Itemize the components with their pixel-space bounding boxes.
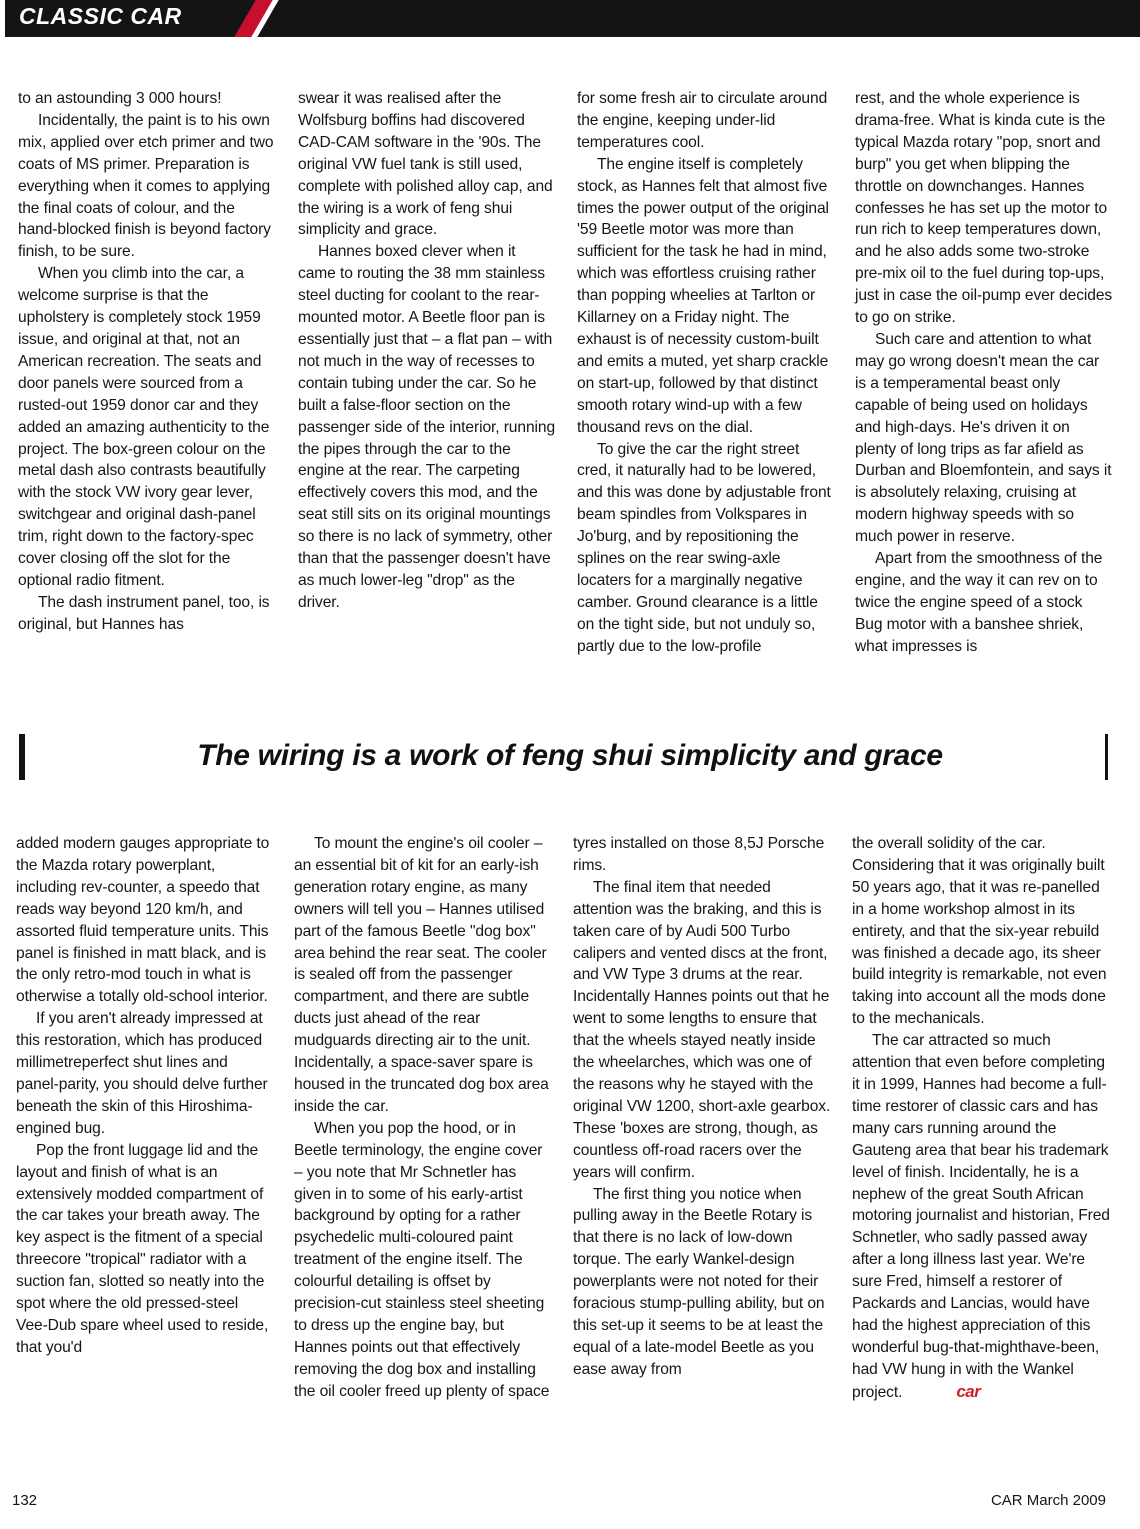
article-column-top-3 [577, 88, 835, 658]
paragraph: If you aren't already impressed at this restoration, which has produced millimetreperfect shut lines and panel-parity, you should delve further beneath the skin of this Hiroshima-engined bug. [16, 1010, 268, 1137]
section-label: CLASSIC CAR [19, 3, 182, 29]
paragraph: To mount the engine's oil cooler – an essential bit of kit for an early-ish generation rotary engine, as many owners will tell you – Hannes utilised part of the famous Beetle "dog box" area behind the rear seat. The cooler is sealed off from the passenger compartment, and there are subtle ducts just ahead of the rear mudguards directing air to the unit. Incidentally, a space-saver spare is housed in the truncated dog box area inside the car. [294, 835, 549, 1115]
paragraph: The car attracted so much attention that even before completing it in 1999, Hannes had become a full-time restorer of classic cars and has many cars running around the Gauteng area that bear his trademark level of finish. Incidentally, he is a nephew of the great South African motoring journalist and historian, Fred Schnetler, who sadly passed away after a long illness last year. We're sure Fred, himself a restorer of Packards and Lancias, would have had the highest appreciation of this wonderful bug-that-mighthave-been, had VW hung in with the Wankel project. car [852, 1032, 1110, 1401]
paragraph: The dash instrument panel, too, is original, but Hannes has [18, 593, 270, 633]
paragraph: the overall solidity of the car. Considering that it was originally built 50 years ago, that it was re-panelled in a home workshop almost in its entirety, and that the six-year rebuild was finished a decade ago, its sheer build integrity is remarkable, not even taking into account all the mods done to the mechanicals. [852, 835, 1107, 1028]
paragraph: The first thing you notice when pulling away in the Beetle Rotary is that there is no lack of low-down torque. The early Wankel-design powerplants were not noted for their foracious stump-pulling ability, but on this set-up it seems to be at least the equal of a late-model Beetle as you ease away from [573, 1185, 825, 1378]
paragraph: for some fresh air to circulate around the engine, keeping under-lid temperatures cool. [577, 90, 828, 151]
pull-quote: The wiring is a work of feng shui simplicity and grace [197, 739, 943, 772]
paragraph: Incidentally, the paint is to his own mix, applied over etch primer and two coats of MS primer. Preparation is everything when it comes to applying the final coats of colour, and the hand-blocked finish is beyond factory finish, to be sure. [18, 111, 274, 261]
paragraph: Hannes boxed clever when it came to routing the 38 mm stainless steel ducting for coolant to the rear-mounted motor. A Beetle floor pan is essentially just that – a flat pan – with not much in the way of recesses to contain tubing under the car. So he built a false-floor section on the passenger side of the interior, running the pipes through the car to the engine at the rear. The carpeting effectively covers this mod, and the seat still sits on its original mountings so there is no lack of symmetry, other than that the passenger doesn't have as much lower-leg "drop" as the driver. [298, 243, 556, 611]
article-column-top-2 [298, 88, 556, 614]
pull-quote-bar-right [1105, 734, 1108, 780]
paragraph: When you pop the hood, or in Beetle terminology, the engine cover – you note that Mr Schnetler has given in to some of his early-artist background by opting for a rather psychedelic multi-coloured paint treatment of the engine itself. The colourful detailing is offset by precision-cut stainless steel sheeting to dress up the engine bay, but Hannes points out that effectively removing the dog box and installing the oil cooler freed up plenty of space [294, 1119, 550, 1400]
section-header-tab [5, 0, 263, 37]
paragraph: To give the car the right street cred, it naturally had to be lowered, and this was done by adjustable front beam spindles from Volkspares in Jo'burg, and by repositioning the splines on the rear swing-axle locaters for a marginally negative camber. Ground clearance is a little on the tight side, but not unduly so, partly due to the low-profile [577, 440, 831, 655]
article-column-bottom-4 [852, 833, 1110, 1404]
paragraph: swear it was realised after the Wolfsburg boffins had discovered CAD-CAM software in the '90s. The original VW fuel tank is still used, complete with polished alloy cap, and the wiring is a work of feng shui simplicity and grace. [298, 90, 553, 239]
paragraph: tyres installed on those 8,5J Porsche rims. [573, 835, 825, 874]
article-column-bottom-3 [573, 833, 831, 1381]
end-mark-logo: car [956, 1381, 981, 1401]
paragraph: When you climb into the car, a welcome surprise is that the upholstery is completely stock 1959 issue, and original at that, not an American recreation. The seats and door panels were sourced from a rusted-out 1959 donor car and they added an amazing authenticity to the project. The box-green colour on the metal dash also contrasts beautifully with the stock VW ivory gear lever, switchgear and original dash-panel trim, right down to the factory-spec cover closing off the slot for the optional radio fitment. [18, 265, 270, 589]
paragraph: Pop the front luggage lid and the layout and finish of what is an extensively modded compartment of the car takes your breath away. The key aspect is the fitment of a special threecore "tropical" radiator with a suction fan, slotted so neatly into the spot where the old pressed-steel Vee-Dub spare wheel used to reside, that you'd [16, 1141, 269, 1356]
paragraph: The engine itself is completely stock, as Hannes felt that almost five times the power output of the original '59 Beetle motor was more than sufficient for the task he had in mind, which was effortless cruising rather than popping wheelies at Tarlton or Killarney on a Friday night. The exhaust is of necessity custom-built and emits a muted, yet sharp crackle on start-up, followed by that distinct smooth rotary wind-up with a few thousand revs on the dial. [577, 155, 829, 436]
article-column-top-4 [855, 88, 1113, 658]
paragraph: The final item that needed attention was the braking, and this is taken care of by Audi 500 Turbo calipers and vented discs at the front, and VW Type 3 drums at the rear. Incidentally Hannes points out that he went to some lengths to ensure that that the wheels stayed neatly inside the wheelarches, which was one of the reasons why he stayed with the original VW 1200, short-axle gearbox. These 'boxes are strong, though, as countless off-road racers over the years will confirm. [573, 878, 831, 1181]
issue-label: CAR March 2009 [990, 1492, 1106, 1509]
page-number: 132 [12, 1492, 38, 1509]
article-column-bottom-2 [294, 833, 552, 1403]
paragraph: to an astounding 3 000 hours! [18, 90, 222, 107]
paragraph: added modern gauges appropriate to the Mazda rotary powerplant, including rev-counter, a speedo that reads way beyond 120 km/h, and assorted fluid temperature units. This panel is finished in matt black, and is the only retro-mod touch in what is otherwise a totally old-school interior. [16, 835, 270, 1006]
article-column-top-1 [18, 88, 276, 636]
paragraph: Such care and attention to what may go wrong doesn't mean the car is a temperamental beast only capable of being used on holidays and high-days. He's driven it on plenty of long trips as far afield as Durban and Bloemfontein, and says it is absolutely relaxing, cruising at modern highway speeds with so much power in reserve. [855, 330, 1112, 546]
paragraph: rest, and the whole experience is drama-free. What is kinda cute is the typical Mazda rotary "pop, snort and burp" you get when blipping the throttle on downchanges. Hannes confesses he has set up the motor to run rich to keep temperatures down, and he also adds some two-stroke pre-mix oil to the fuel during top-ups, just in case the oil-pump ever decides to go on strike. [855, 90, 1113, 327]
article-column-bottom-1 [16, 833, 274, 1359]
paragraph: Apart from the smoothness of the engine, and the way it can rev on to twice the engine speed of a stock Bug motor with a banshee shriek, what impresses is [855, 550, 1103, 655]
